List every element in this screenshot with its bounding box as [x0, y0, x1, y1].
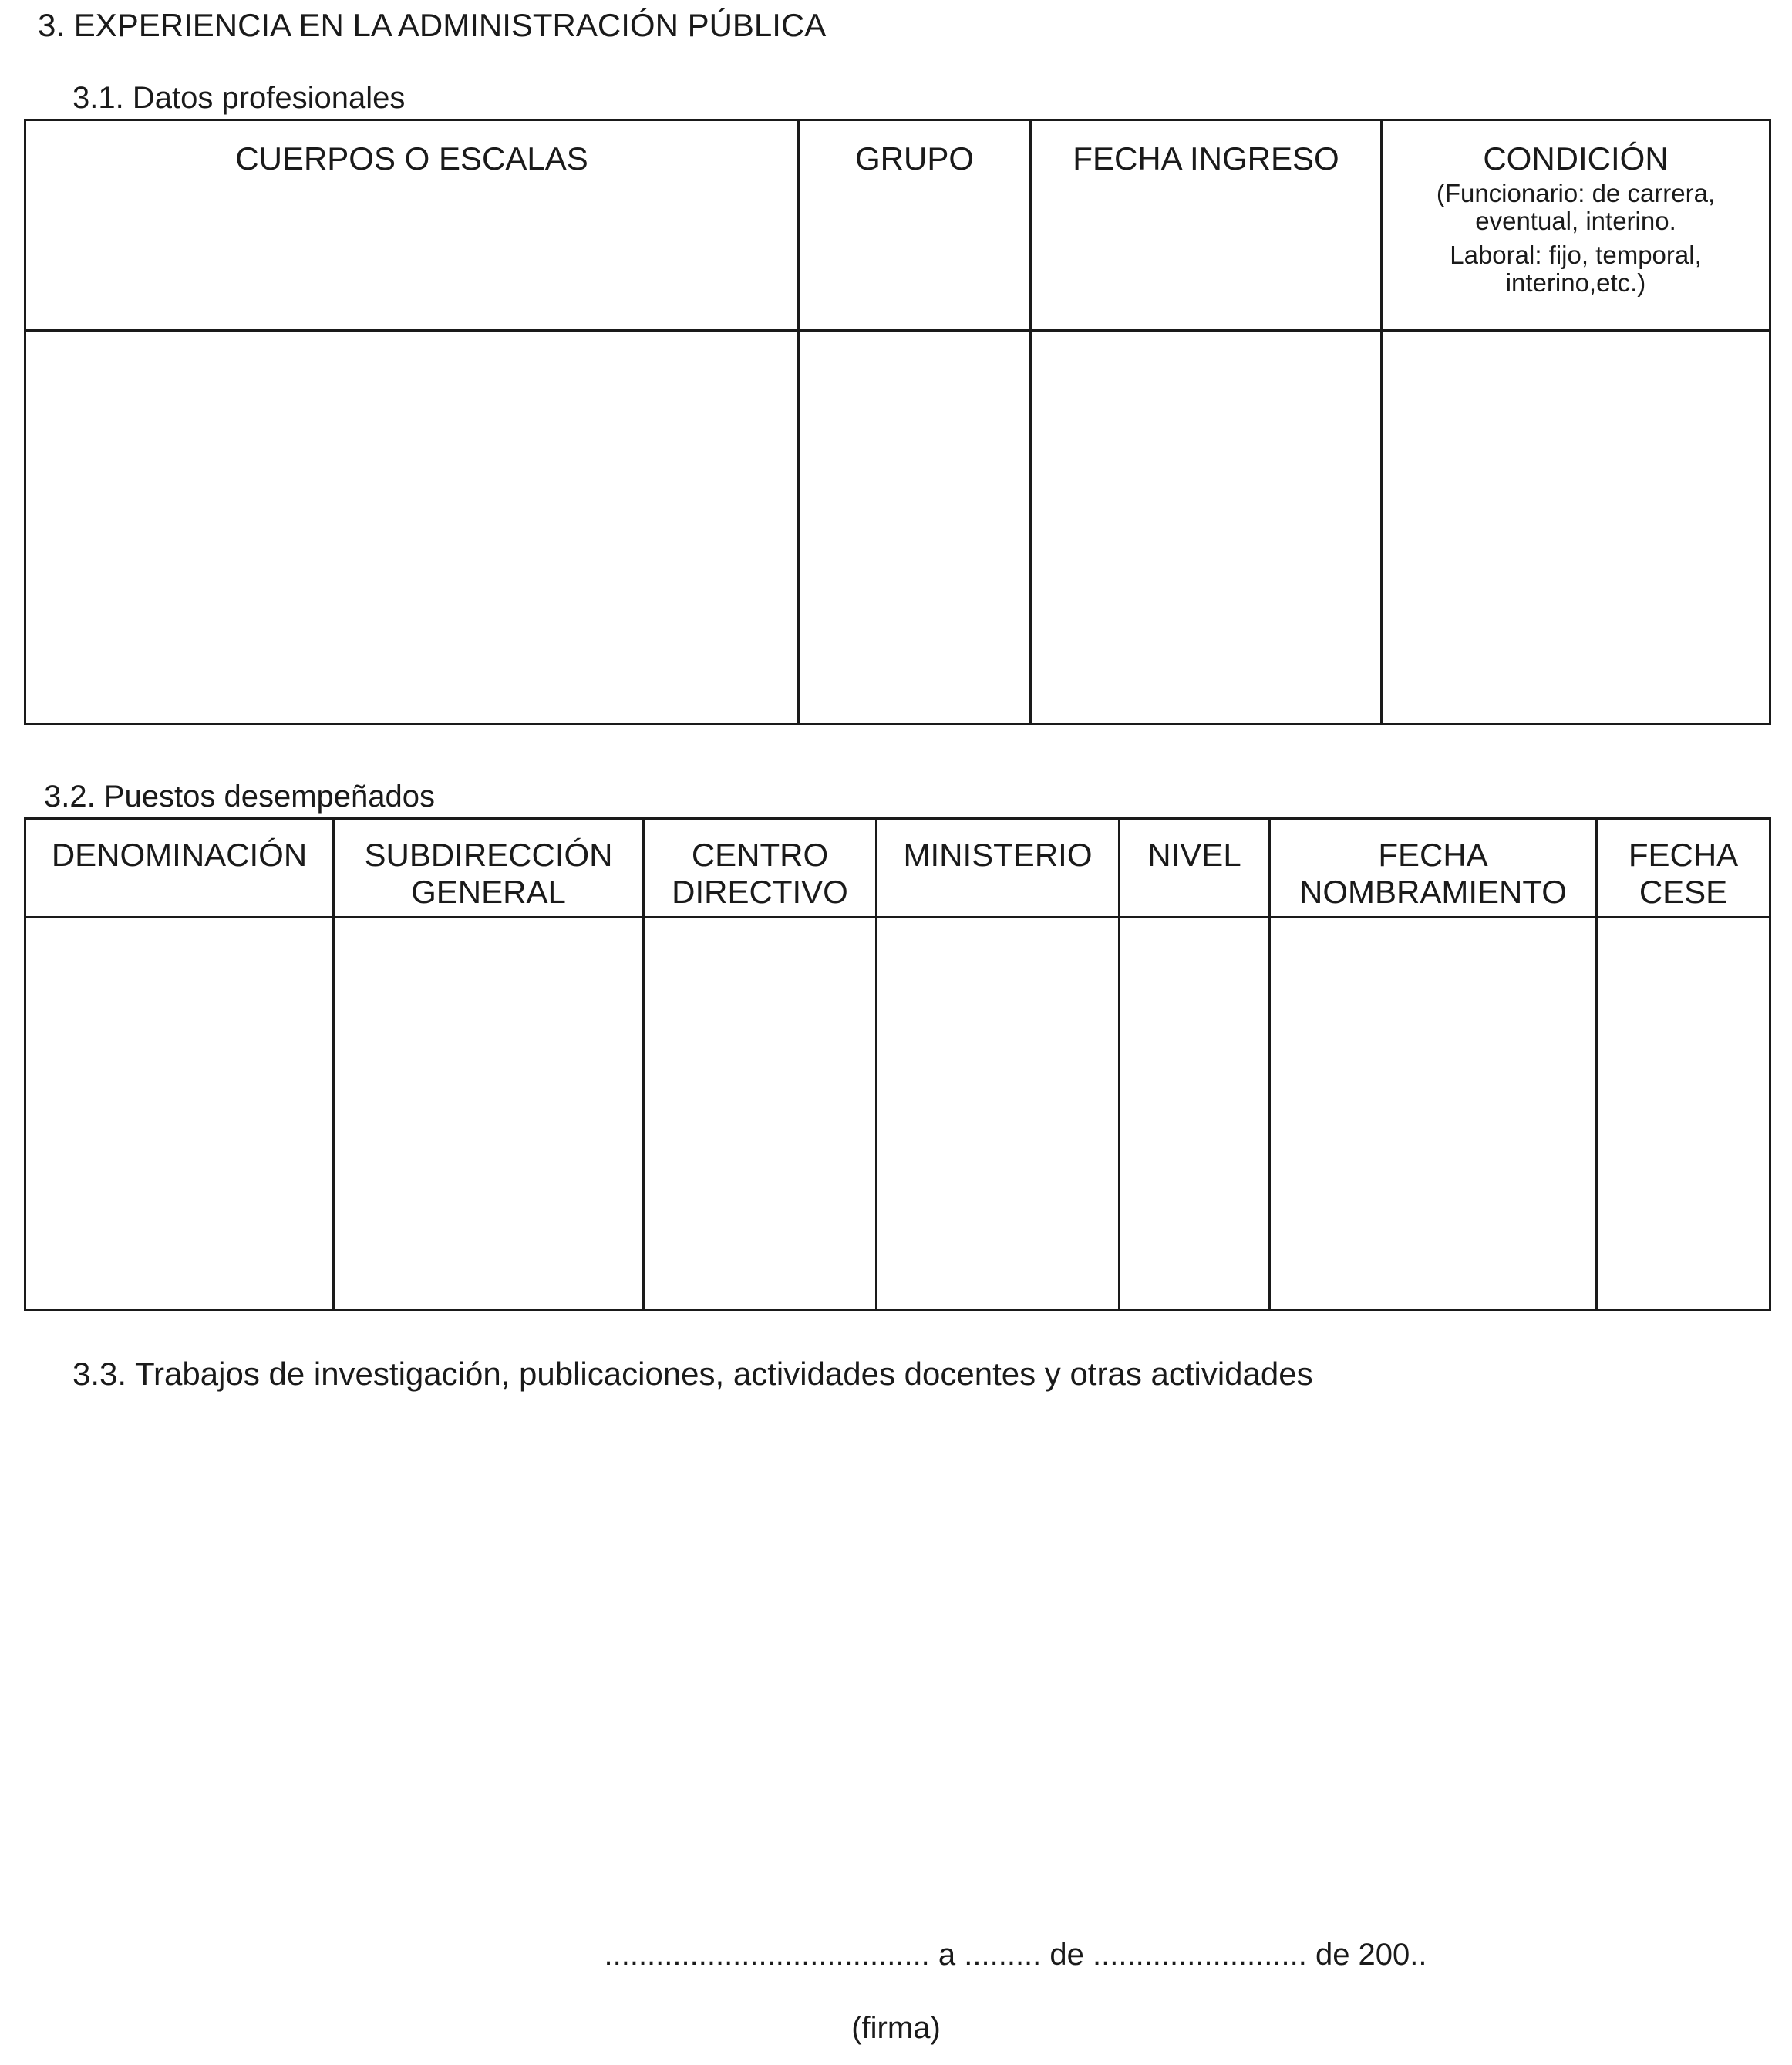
cell-fecha-ingreso[interactable] — [1031, 331, 1382, 724]
place-date-line[interactable]: ...................................... a ......... de ......................... de 200.. — [604, 1938, 1427, 1972]
datos-profesionales-header-row — [25, 120, 1770, 331]
cell-denominacion[interactable] — [25, 918, 334, 1310]
header-condicion-note-funcionario: (Funcionario: de carrera, eventual, interino. — [1436, 179, 1716, 235]
header-centro-directivo: CENTRO DIRECTIVO — [644, 819, 877, 918]
header-nivel: NIVEL — [1120, 819, 1270, 918]
cell-centro-directivo[interactable] — [644, 918, 877, 1310]
cell-fecha-cese[interactable] — [1597, 918, 1770, 1310]
header-cuerpos-escalas: CUERPOS O ESCALAS — [25, 120, 799, 331]
puestos-header-row — [25, 819, 1770, 918]
cell-subdireccion-general[interactable] — [334, 918, 644, 1310]
cell-fecha-nombramiento[interactable] — [1270, 918, 1597, 1310]
header-condicion-title: CONDICIÓN — [1483, 140, 1669, 177]
header-denominacion: DENOMINACIÓN — [25, 819, 334, 918]
puestos-table — [24, 817, 1771, 1311]
header-fecha-ingreso: FECHA INGRESO — [1031, 120, 1382, 331]
header-condicion-note-laboral: Laboral: fijo, temporal, interino,etc.) — [1450, 241, 1702, 297]
datos-profesionales-table — [24, 119, 1771, 725]
cell-nivel[interactable] — [1120, 918, 1270, 1310]
header-subdireccion-general: SUBDIRECCIÓN GENERAL — [334, 819, 644, 918]
header-grupo: GRUPO — [799, 120, 1031, 331]
header-condicion — [1382, 120, 1770, 331]
cell-grupo[interactable] — [799, 331, 1031, 724]
puestos-entry-row — [25, 918, 1770, 1310]
datos-profesionales-title: 3.1. Datos profesionales — [72, 81, 406, 115]
puestos-title: 3.2. Puestos desempeñados — [44, 780, 436, 814]
header-fecha-nombramiento: FECHA NOMBRAMIENTO — [1270, 819, 1597, 918]
header-fecha-cese: FECHA CESE — [1597, 819, 1770, 918]
signature-label: (firma) — [851, 2011, 941, 2045]
header-ministerio: MINISTERIO — [877, 819, 1120, 918]
trabajos-title: 3.3. Trabajos de investigación, publicaciones, actividades docentes y otras actividades — [72, 1356, 1313, 1392]
cell-condicion[interactable] — [1382, 331, 1770, 724]
datos-profesionales-entry-row — [25, 331, 1770, 724]
cell-cuerpos-escalas[interactable] — [25, 331, 799, 724]
section-title: 3. EXPERIENCIA EN LA ADMINISTRACIÓN PÚBLICA — [38, 7, 827, 43]
cell-ministerio[interactable] — [877, 918, 1120, 1310]
